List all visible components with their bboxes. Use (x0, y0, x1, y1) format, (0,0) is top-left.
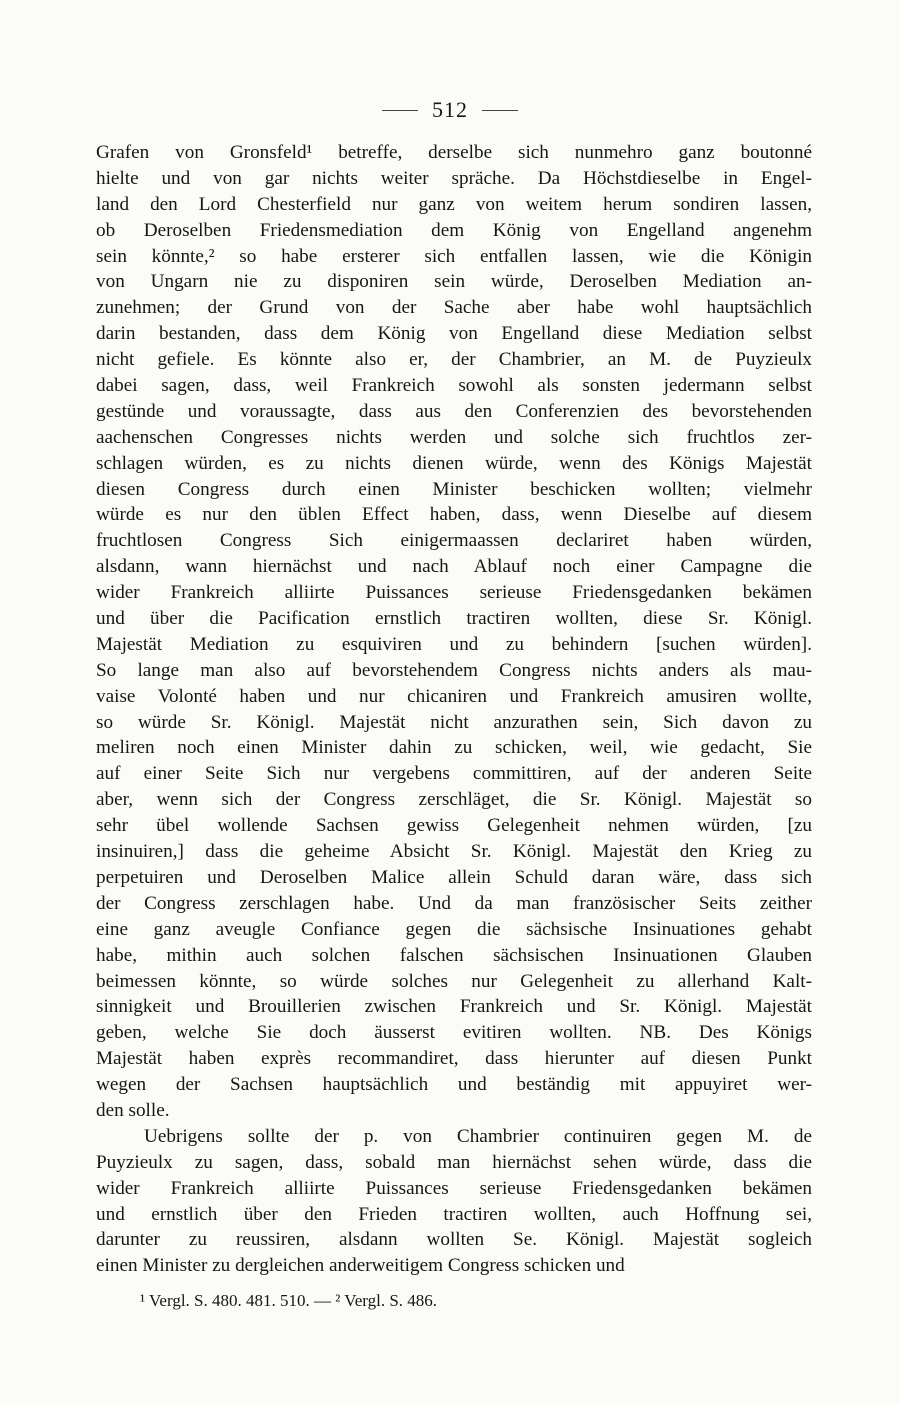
text-line: so würde Sr. Königl. Majestät nicht anzurathen sein, Sich davon zu (96, 711, 812, 733)
text-line: darin bestanden, dass dem König von Engelland diese Mediation selbst (96, 323, 812, 345)
text-line: und über die Pacification ernstlich tractiren wollten, diese Sr. Königl. (96, 608, 812, 630)
text-line: darunter zu reussiren, alsdann wollten Se. Königl. Majestät sogleich (96, 1229, 812, 1251)
footnotes: ¹ Vergl. S. 480. 481. 510. — ² Vergl. S. 486. (140, 1291, 438, 1310)
text-line: ob Deroselben Friedensmediation dem König von Engelland angenehm (96, 219, 812, 241)
text-line: hielte und von gar nichts weiter spräche. Da Höchstdieselbe in Engel- (96, 167, 812, 189)
text-line: würde es nur den üblen Effect haben, dass, wenn Dieselbe auf diesem (96, 504, 812, 526)
paragraph (96, 1124, 812, 1279)
text-line: von Ungarn nie zu disponiren sein würde, Deroselben Mediation an- (96, 271, 812, 293)
text-line: eine ganz aveugle Confiance gegen die sächsische Insinuationes gehabt (96, 918, 812, 940)
text-line: Grafen von Gronsfeld¹ betreffe, derselbe sich nunmehro ganz boutonné (96, 142, 812, 163)
text-line: Uebrigens sollte der p. von Chambrier continuiren gegen M. de (144, 1125, 812, 1147)
text-line: dabei sagen, dass, weil Frankreich sowohl als sonsten jedermann selbst (96, 375, 812, 397)
text-line: nicht gefiele. Es könnte also er, der Chambrier, an M. de Puyzieulx (96, 349, 812, 371)
body-text (96, 140, 812, 1279)
text-line: auf einer Seite Sich nur vergebens committiren, auf der anderen Seite (96, 763, 812, 785)
text-line: diesen Congress durch einen Minister beschicken wollten; vielmehr (96, 478, 812, 500)
header-rule-left (382, 110, 418, 111)
text-line: wider Frankreich alliirte Puissances serieuse Friedensgedanken bekämen (96, 582, 812, 604)
text-line: einen Minister zu dergleichen anderweitigem Congress schicken und (96, 1255, 625, 1277)
text-line: land den Lord Chesterfield nur ganz von weitem herum sondiren lassen, (96, 193, 812, 215)
text-line: habe, mithin auch solchen falschen sächsischen Insinuationen Glauben (96, 944, 812, 966)
text-line: aachenschen Congresses nichts werden und solche sich fruchtlos zer- (96, 426, 812, 448)
text-line: geben, welche Sie doch äusserst evitiren wollten. NB. Des Königs (96, 1022, 812, 1044)
text-line: alsdann, wann hiernächst und nach Ablauf noch einer Campagne die (96, 556, 812, 578)
text-line: fruchtlosen Congress Sich einigermaassen declariret haben würden, (96, 530, 812, 552)
header-rule-right (482, 110, 518, 111)
page-header (0, 92, 900, 128)
text-line: wider Frankreich alliirte Puissances serieuse Friedensgedanken bekämen (96, 1177, 812, 1199)
text-line: und ernstlich über den Frieden tractiren wollten, auch Hoffnung sei, (96, 1203, 812, 1225)
text-line: wegen der Sachsen hauptsächlich und beständig mit appuyiret wer- (96, 1074, 812, 1096)
text-line: aber, wenn sich der Congress zerschläget, die Sr. Königl. Majestät so (96, 789, 812, 811)
text-line: sinnigkeit und Brouillerien zwischen Frankreich und Sr. Königl. Majestät (96, 996, 812, 1018)
page-number: 512 (432, 97, 468, 122)
paragraph (96, 140, 812, 1124)
text-line: Majestät Mediation zu esquiviren und zu behindern [suchen würden]. (96, 633, 812, 655)
text-line: So lange man also auf bevorstehendem Congress nichts anders als mau- (96, 659, 812, 681)
text-line: meliren noch einen Minister dahin zu schicken, weil, wie gedacht, Sie (96, 737, 812, 759)
text-line: gestünde und voraussagte, dass aus den Conferenzien des bevorstehenden (96, 400, 812, 422)
text-line: perpetuiren und Deroselben Malice allein Schuld daran wäre, dass sich (96, 866, 812, 888)
text-line: Majestät haben exprès recommandiret, dass hierunter auf diesen Punkt (96, 1048, 812, 1070)
text-line: Puyzieulx zu sagen, dass, sobald man hiernächst sehen würde, dass die (96, 1151, 812, 1173)
text-line: zunehmen; der Grund von der Sache aber habe wohl hauptsächlich (96, 297, 812, 319)
text-line: insinuiren,] dass die geheime Absicht Sr. Königl. Majestät den Krieg zu (96, 841, 812, 863)
text-line: vaise Volonté haben und nur chicaniren und Frankreich amusiren wollte, (96, 685, 812, 707)
text-line: der Congress zerschlagen habe. Und da man französischer Seits zeither (96, 892, 812, 914)
text-line: sehr übel wollende Sachsen gewiss Gelegenheit nehmen würden, [zu (96, 815, 812, 837)
text-line: den solle. (96, 1099, 170, 1121)
text-line: sein könnte,² so habe ersterer sich entfallen lassen, wie die Königin (96, 245, 812, 267)
text-line: schlagen würden, es zu nichts dienen würde, wenn des Königs Majestät (96, 452, 812, 474)
text-line: beimessen könnte, so würde solches nur Gelegenheit zu allerhand Kalt- (96, 970, 812, 992)
